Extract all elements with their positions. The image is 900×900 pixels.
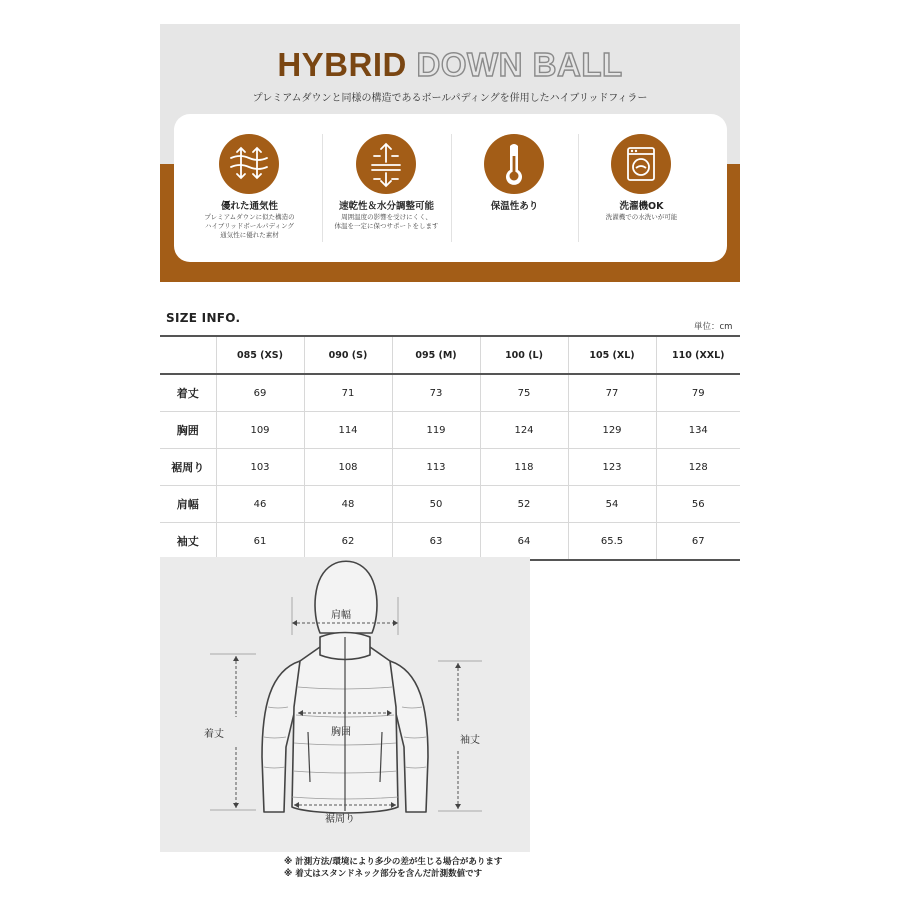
- table-cell: 134: [656, 412, 740, 449]
- table-cell: 69: [216, 374, 304, 412]
- table-cell: 114: [304, 412, 392, 449]
- banner-title: [160, 46, 740, 84]
- feature-quick-dry: [323, 114, 450, 262]
- column-header: 110 (XXL): [656, 336, 740, 374]
- table-cell: 67: [656, 523, 740, 561]
- row-label: 着丈: [160, 374, 216, 412]
- size-info-title: SIZE INFO.: [166, 311, 241, 325]
- table-cell: 109: [216, 412, 304, 449]
- column-header: [160, 336, 216, 374]
- row-label: 袖丈: [160, 523, 216, 561]
- table-cell: 123: [568, 449, 656, 486]
- table-cell: 129: [568, 412, 656, 449]
- table-cell: 46: [216, 486, 304, 523]
- table-cell: 103: [216, 449, 304, 486]
- feature-desc: 周囲温度の影響を受けにくく、 体温を一定に保つサポートをします: [334, 213, 439, 230]
- washing-machine-icon: [611, 134, 671, 194]
- measurement-diagram: [160, 557, 530, 852]
- note-length: ※ 着丈はスタンドネック部分を含んだ計測数値です: [284, 869, 483, 879]
- column-header: 105 (XL): [568, 336, 656, 374]
- column-header: 095 (M): [392, 336, 480, 374]
- feature-desc: プレミアムダウンに似た構造の ハイブリッドボールパディング 通気性に優れた素材: [204, 213, 295, 239]
- feature-banner: [160, 24, 740, 282]
- label-length: 着丈: [204, 729, 224, 740]
- table-cell: 48: [304, 486, 392, 523]
- breathable-icon: [219, 134, 279, 194]
- table-row: [160, 412, 740, 449]
- feature-warmth: [451, 114, 578, 262]
- table-cell: 61: [216, 523, 304, 561]
- feature-desc: 洗濯機での水洗いが可能: [605, 213, 678, 221]
- table-cell: 108: [304, 449, 392, 486]
- table-cell: 64: [480, 523, 568, 561]
- column-header: 090 (S): [304, 336, 392, 374]
- table-row: [160, 374, 740, 412]
- column-header: 085 (XS): [216, 336, 304, 374]
- table-row: [160, 523, 740, 561]
- table-cell: 56: [656, 486, 740, 523]
- table-cell: 52: [480, 486, 568, 523]
- label-hem: 裾周り: [325, 814, 355, 825]
- size-table: [160, 335, 740, 561]
- table-row: [160, 486, 740, 523]
- features-card: [174, 114, 727, 262]
- note-measurement: ※ 計測方法/環境により多少の差が生じる場合があります: [284, 857, 503, 867]
- table-cell: 118: [480, 449, 568, 486]
- table-cell: 79: [656, 374, 740, 412]
- table-cell: 113: [392, 449, 480, 486]
- label-sleeve: 袖丈: [460, 735, 480, 746]
- feature-name: 洗濯機OK: [619, 201, 664, 212]
- table-row: [160, 449, 740, 486]
- feature-name: 速乾性＆水分調整可能: [338, 201, 434, 212]
- table-cell: 119: [392, 412, 480, 449]
- moisture-control-icon: [356, 134, 416, 194]
- unit-label: 単位：cm: [694, 322, 733, 332]
- table-cell: 63: [392, 523, 480, 561]
- row-label: 胸囲: [160, 412, 216, 449]
- table-cell: 128: [656, 449, 740, 486]
- column-header: 100 (L): [480, 336, 568, 374]
- label-chest: 胸囲: [331, 727, 351, 738]
- feature-breathable: [186, 114, 313, 262]
- table-cell: 73: [392, 374, 480, 412]
- jacket-illustration: [160, 557, 530, 852]
- thermometer-icon: [484, 134, 544, 194]
- banner-subtitle: プレミアムダウンと同様の構造であるボールパディングを併用したハイブリッドフィラー: [252, 93, 648, 104]
- feature-washable: [578, 114, 705, 262]
- label-shoulder: 肩幅: [331, 610, 351, 621]
- table-header-row: [160, 336, 740, 374]
- feature-name: 優れた通気性: [220, 201, 278, 212]
- table-cell: 124: [480, 412, 568, 449]
- feature-name: 保温性あり: [490, 201, 539, 212]
- table-cell: 54: [568, 486, 656, 523]
- table-cell: 75: [480, 374, 568, 412]
- table-cell: 62: [304, 523, 392, 561]
- row-label: 裾周り: [160, 449, 216, 486]
- table-cell: 77: [568, 374, 656, 412]
- title-down-ball: DOWN BALL: [416, 46, 623, 83]
- title-hybrid: HYBRID: [277, 46, 407, 83]
- table-cell: 71: [304, 374, 392, 412]
- row-label: 肩幅: [160, 486, 216, 523]
- table-cell: 65.5: [568, 523, 656, 561]
- table-cell: 50: [392, 486, 480, 523]
